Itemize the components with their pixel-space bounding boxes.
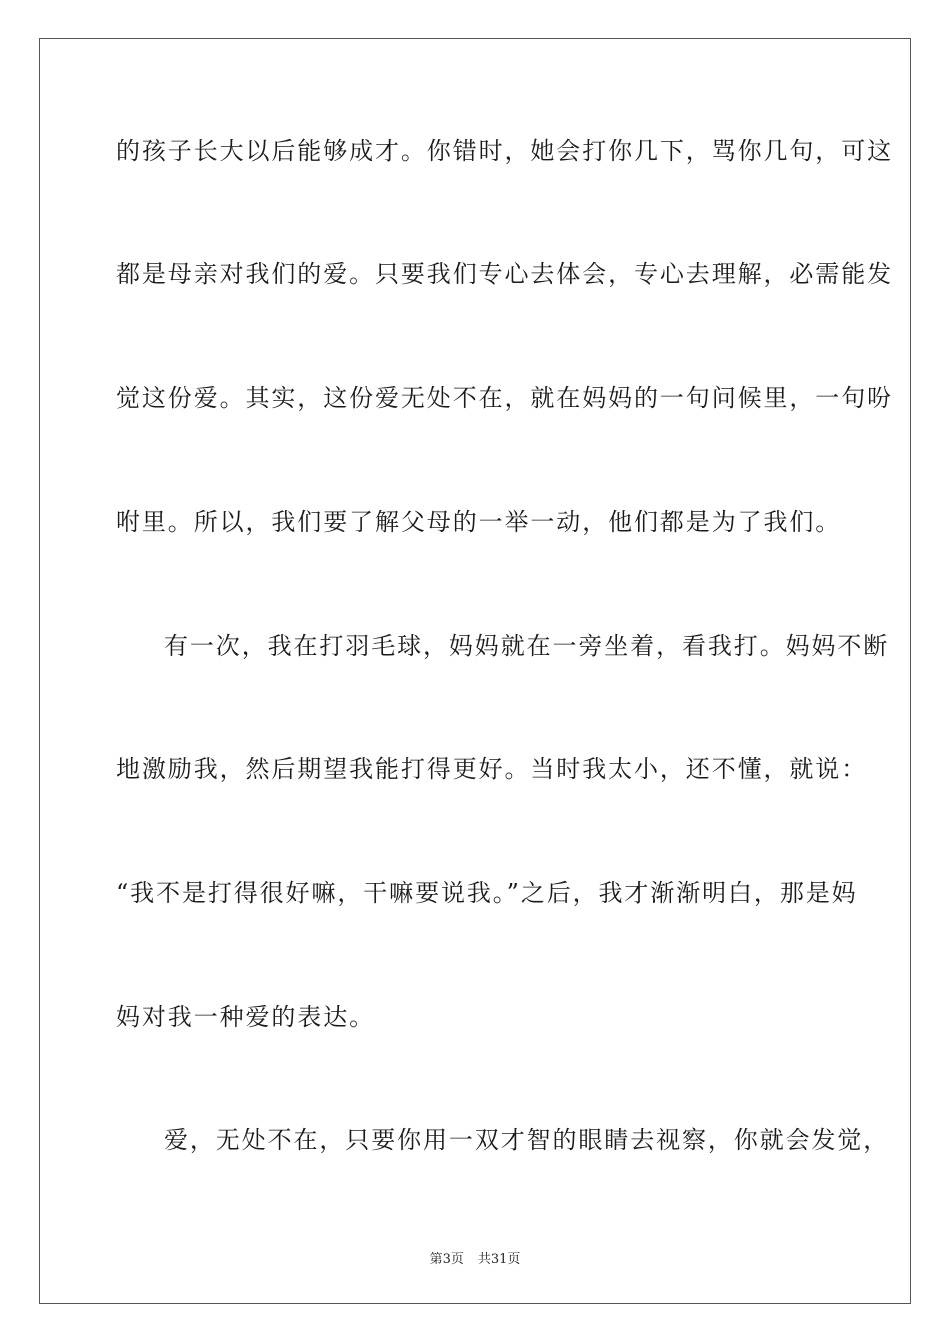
page-total: 共31页 [477,1252,521,1267]
text-line: 的孩子长大以后能够成才。你错时，她会打你几下，骂你几句，可这 [116,137,893,165]
page-footer [0,1248,950,1267]
text-line: 咐里。所以，我们要了解父母的一举一动，他们都是为了我们。 [116,508,842,536]
page-number: 第3页 [429,1252,464,1267]
paragraph-start-line: 爱，无处不在，只要你用一双才智的眼睛去视察，你就会发觉， [164,1126,890,1154]
text-line: 觉这份爱。其实，这份爱无处不在，就在妈妈的一句问候里，一句吩 [116,384,893,412]
text-line: “我不是打得很好嘛，干嘛要说我。”之后，我才渐渐明白，那是妈 [116,879,858,907]
page-border [39,38,911,1304]
text-line: 都是母亲对我们的爱。只要我们专心去体会，专心去理解，必需能发 [116,260,893,288]
text-line: 妈对我一种爱的表达。 [116,1003,375,1031]
text-line: 地激励我，然后期望我能打得更好。当时我太小，还不懂，就说： [116,755,868,783]
paragraph-start-line: 有一次，我在打羽毛球，妈妈就在一旁坐着，看我打。妈妈不断 [164,632,890,660]
